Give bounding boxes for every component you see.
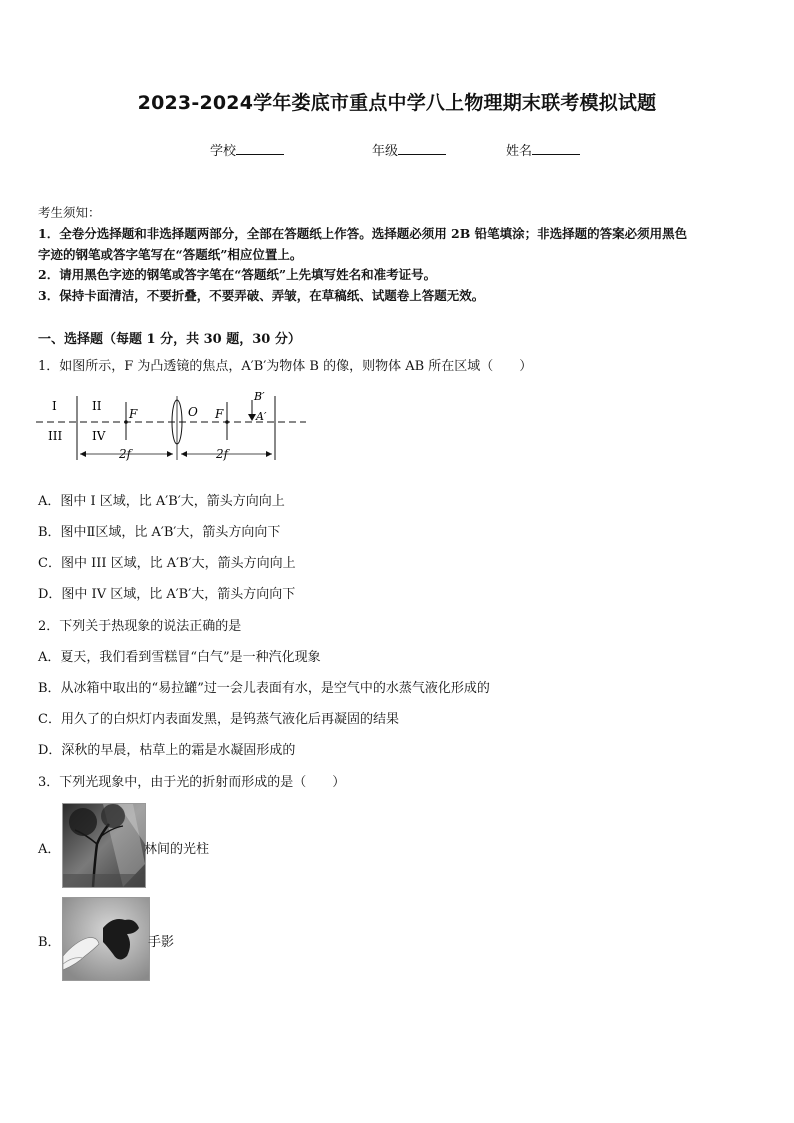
notice-line-1a: 1．全卷分选择题和非选择题两部分，全部在答题纸上作答。选择题必须用 2B 铅笔填涂；非选择题的答案必须用黑色 <box>38 226 688 241</box>
name-blank <box>532 142 580 155</box>
q1-option-a: A．图中 I 区域，比 A′B′大，箭头方向向上 <box>38 494 285 509</box>
forest-light-photo <box>62 803 146 888</box>
q1-stem: 1．如图所示，F 为凸透镜的焦点，A′B′为物体 B 的像，则物体 AB 所在区域（ ） <box>38 359 533 374</box>
lens-diagram <box>36 388 316 468</box>
grade-blank <box>398 142 446 155</box>
region-III-label: III <box>48 429 63 443</box>
image-top-label: B′ <box>254 390 265 403</box>
q3-option-a-letter: A． <box>38 842 61 857</box>
dist-right-label: 2f <box>216 447 229 461</box>
dist-left-label: 2f <box>119 447 132 461</box>
q2-option-c: C．用久了的白炽灯内表面发黑，是钨蒸气液化后再凝固的结果 <box>38 712 399 727</box>
school-blank <box>236 142 284 155</box>
notice-line-3: 3．保持卡面清洁，不要折叠，不要弄破、弄皱，在草稿纸、试题卷上答题无效。 <box>38 288 485 303</box>
q2-option-d: D．深秋的早晨，枯草上的霜是水凝固形成的 <box>38 743 296 758</box>
region-IV-label: IV <box>92 429 106 443</box>
q3-option-b-letter: B． <box>38 935 61 950</box>
center-label: O <box>188 405 198 419</box>
focus-left-label: F <box>129 407 138 421</box>
q1-option-d: D．图中 IV 区域，比 A′B′大，箭头方向向下 <box>38 587 296 602</box>
hand-shadow-photo <box>62 897 150 981</box>
section-heading: 一、选择题（每题 1 分，共 30 题，30 分） <box>38 332 301 347</box>
focus-right-label: F <box>215 407 224 421</box>
q2-stem: 2．下列关于热现象的说法正确的是 <box>38 619 242 634</box>
notice-line-1b: 字迹的钢笔或答字笔写在“答题纸”相应位置上。 <box>38 247 303 262</box>
region-I-label: I <box>52 399 57 413</box>
focus-left-dot <box>124 420 128 424</box>
focus-right-dot <box>225 420 229 424</box>
q2-option-a: A．夏天，我们看到雪糕冒“白气”是一种汽化现象 <box>38 650 321 665</box>
name-label: 姓名 <box>506 144 533 159</box>
grade-field <box>372 140 446 159</box>
q3-option-a-text: 林间的光柱 <box>144 842 210 857</box>
page-title: 2023-2024学年娄底市重点中学八上物理期末联考模拟试题 <box>137 92 657 114</box>
grade-label: 年级 <box>372 144 399 159</box>
region-II-label: II <box>92 399 102 413</box>
image-bottom-label: A′ <box>256 410 267 423</box>
notice-heading: 考生须知： <box>38 205 101 220</box>
q1-option-b: B．图中Ⅱ区域，比 A′B′大，箭头方向向下 <box>38 525 281 540</box>
name-field <box>506 140 580 159</box>
q1-option-c: C．图中 III 区域，比 A′B′大，箭头方向向上 <box>38 556 296 571</box>
notice-line-2: 2．请用黑色字迹的钢笔或答字笔在“答题纸”上先填写姓名和准考证号。 <box>38 267 437 282</box>
q2-option-b: B．从冰箱中取出的“易拉罐”过一会儿表面有水，是空气中的水蒸气液化形成的 <box>38 681 490 696</box>
q3-option-b-text: 手影 <box>148 935 175 950</box>
school-label: 学校 <box>210 144 237 159</box>
school-field <box>210 140 284 159</box>
q3-stem: 3．下列光现象中，由于光的折射而形成的是（ ） <box>38 775 346 790</box>
image-arrowhead <box>248 414 256 421</box>
